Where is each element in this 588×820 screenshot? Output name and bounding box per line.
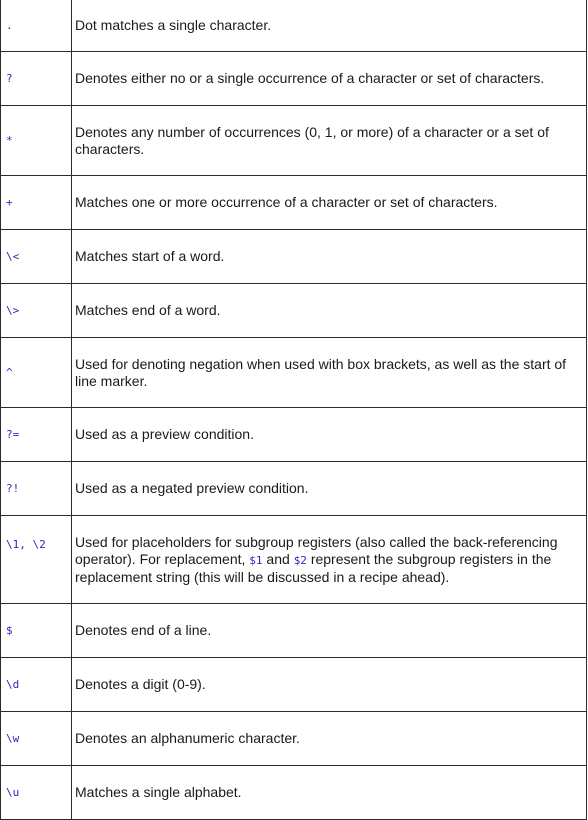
table-row: [1, 658, 587, 712]
symbol-cell: .: [1, 0, 72, 52]
table-row: [1, 712, 587, 766]
table-row: [1, 516, 587, 604]
description-text: represent the subgroup registers in the replacement string (this will be discussed in a recipe ahead).: [75, 551, 552, 585]
symbol-cell: \<: [1, 230, 72, 284]
description-cell: Denotes end of a line.: [72, 604, 587, 658]
table-row: [1, 284, 587, 338]
table-row: [1, 52, 587, 106]
code-placeholder-1: $1: [249, 554, 263, 567]
table-row: [1, 338, 587, 408]
table-row: [1, 0, 587, 52]
description-cell: [72, 516, 587, 604]
description-cell: Denotes any number of occurrences (0, 1, or more) of a character or a set of characters.: [72, 106, 587, 176]
symbol-cell: \u: [1, 766, 72, 820]
description-cell: Matches one or more occurrence of a character or set of characters.: [72, 176, 587, 230]
table-row: [1, 604, 587, 658]
symbol-cell: \w: [1, 712, 72, 766]
table-row: [1, 106, 587, 176]
code-placeholder-2: $2: [293, 554, 307, 567]
symbol-cell: \d: [1, 658, 72, 712]
description-cell: Used as a preview condition.: [72, 408, 587, 462]
symbol-cell: *: [1, 106, 72, 176]
description-cell: Denotes an alphanumeric character.: [72, 712, 587, 766]
description-cell: Used as a negated preview condition.: [72, 462, 587, 516]
description-cell: Used for denoting negation when used with box brackets, as well as the start of line marker.: [72, 338, 587, 408]
table-row: [1, 408, 587, 462]
symbol-cell: ^: [1, 338, 72, 408]
symbol-cell: ?=: [1, 408, 72, 462]
symbol-cell: \>: [1, 284, 72, 338]
description-text: Used for placeholders for subgroup registers (also called the back-referencing operator). For replacement,: [75, 534, 558, 567]
symbol-cell: \1, \2: [1, 516, 72, 604]
table-row: [1, 462, 587, 516]
symbol-cell: $: [1, 604, 72, 658]
description-text: and: [262, 551, 294, 567]
table-row: [1, 230, 587, 284]
table-row: [1, 176, 587, 230]
description-cell: Dot matches a single character.: [72, 0, 587, 52]
description-cell: Denotes a digit (0-9).: [72, 658, 587, 712]
description-cell: Matches start of a word.: [72, 230, 587, 284]
description-cell: Denotes either no or a single occurrence of a character or set of characters.: [72, 52, 587, 106]
symbol-cell: +: [1, 176, 72, 230]
symbol-cell: ?!: [1, 462, 72, 516]
description-cell: Matches end of a word.: [72, 284, 587, 338]
description-cell: Matches a single alphabet.: [72, 766, 587, 820]
table-row: [1, 766, 587, 820]
symbol-cell: ?: [1, 52, 72, 106]
